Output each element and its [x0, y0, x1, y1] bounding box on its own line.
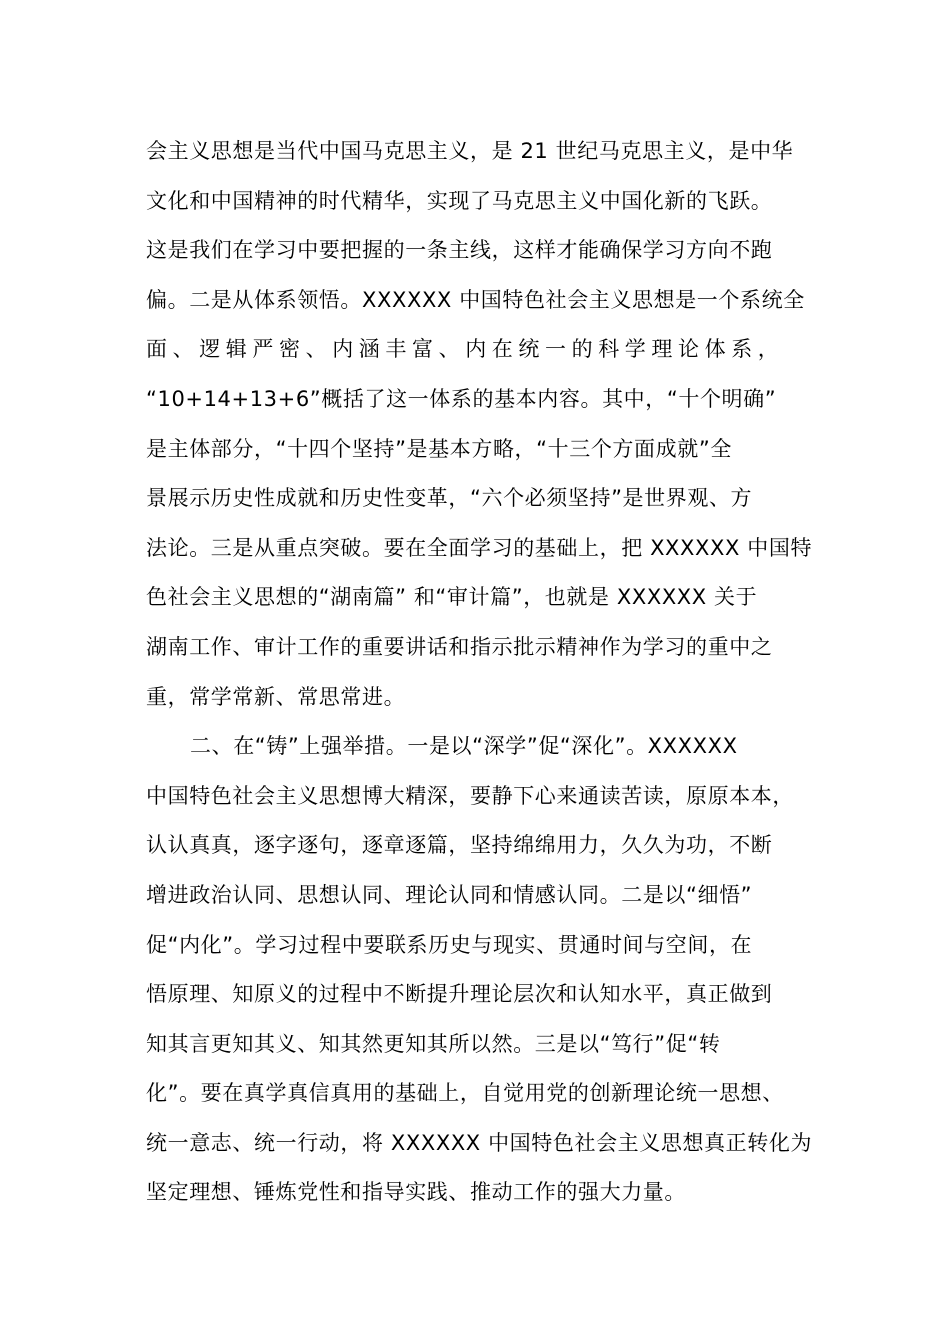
text-line: 认认真真，逐字逐句，逐章逐篇，坚持绵绵用力，久久为功，不断 [146, 833, 773, 858]
text-line: 文化和中国精神的时代精华，实现了马克思主义中国化新的飞跃。 [146, 188, 773, 213]
text-line: 会主义思想是当代中国马克思主义，是 21 世纪马克思主义，是中华 [146, 139, 794, 163]
body-text [146, 130, 826, 1221]
paragraph-start-line: 二、在“铸”上强举措。一是以“深学”促“深化”。XXXXXX [190, 734, 738, 759]
text-line: 知其言更知其义、知其然更知其所以然。三是以“笃行”促“转 [146, 1031, 721, 1056]
text-line: 偏。二是从体系领悟。XXXXXX 中国特色社会主义思想是一个系统全 [146, 287, 805, 312]
text-line: 重，常学常新、常思常进。 [146, 684, 406, 709]
text-line: 这是我们在学习中要把握的一条主线，这样才能确保学习方向不跑 [146, 238, 773, 263]
text-line: 景展示历史性成就和历史性变革，“六个必须坚持”是世界观、方 [146, 486, 753, 511]
text-line: 悟原理、知原义的过程中不断提升理论层次和认知水平，真正做到 [146, 982, 773, 1007]
text-line: 促“内化”。学习过程中要联系历史与现实、贯通时间与空间，在 [146, 932, 753, 957]
text-line: “10+14+13+6”概括了这一体系的基本内容。其中，“十个明确” [146, 386, 777, 411]
text-line: 色社会主义思想的“湖南篇” 和“审计篇”，也就是 XXXXXX 关于 [146, 585, 758, 610]
text-line: 面、逻辑严密、内涵丰富、内在统一的科学理论体系， [146, 337, 785, 362]
text-line: 中国特色社会主义思想博大精深，要静下心来通读苦读，原原本本， [146, 783, 794, 808]
text-line: 统一意志、统一行动，将 XXXXXX 中国特色社会主义思想真正转化为 [146, 1130, 813, 1155]
text-line: 湖南工作、审计工作的重要讲话和指示批示精神作为学习的重中之 [146, 634, 773, 659]
text-line: 是主体部分，“十四个坚持”是基本方略，“十三个方面成就”全 [146, 436, 732, 461]
text-line: 法论。三是从重点突破。要在全面学习的基础上，把 XXXXXX 中国特 [146, 535, 813, 560]
text-line: 化”。要在真学真信真用的基础上，自觉用党的创新理论统一思想、 [146, 1081, 784, 1106]
text-line: 增进政治认同、思想认同、理论认同和情感认同。二是以“细悟” [146, 882, 753, 907]
text-line: 坚定理想、锤炼党性和指导实践、推动工作的强大力量。 [146, 1180, 686, 1205]
